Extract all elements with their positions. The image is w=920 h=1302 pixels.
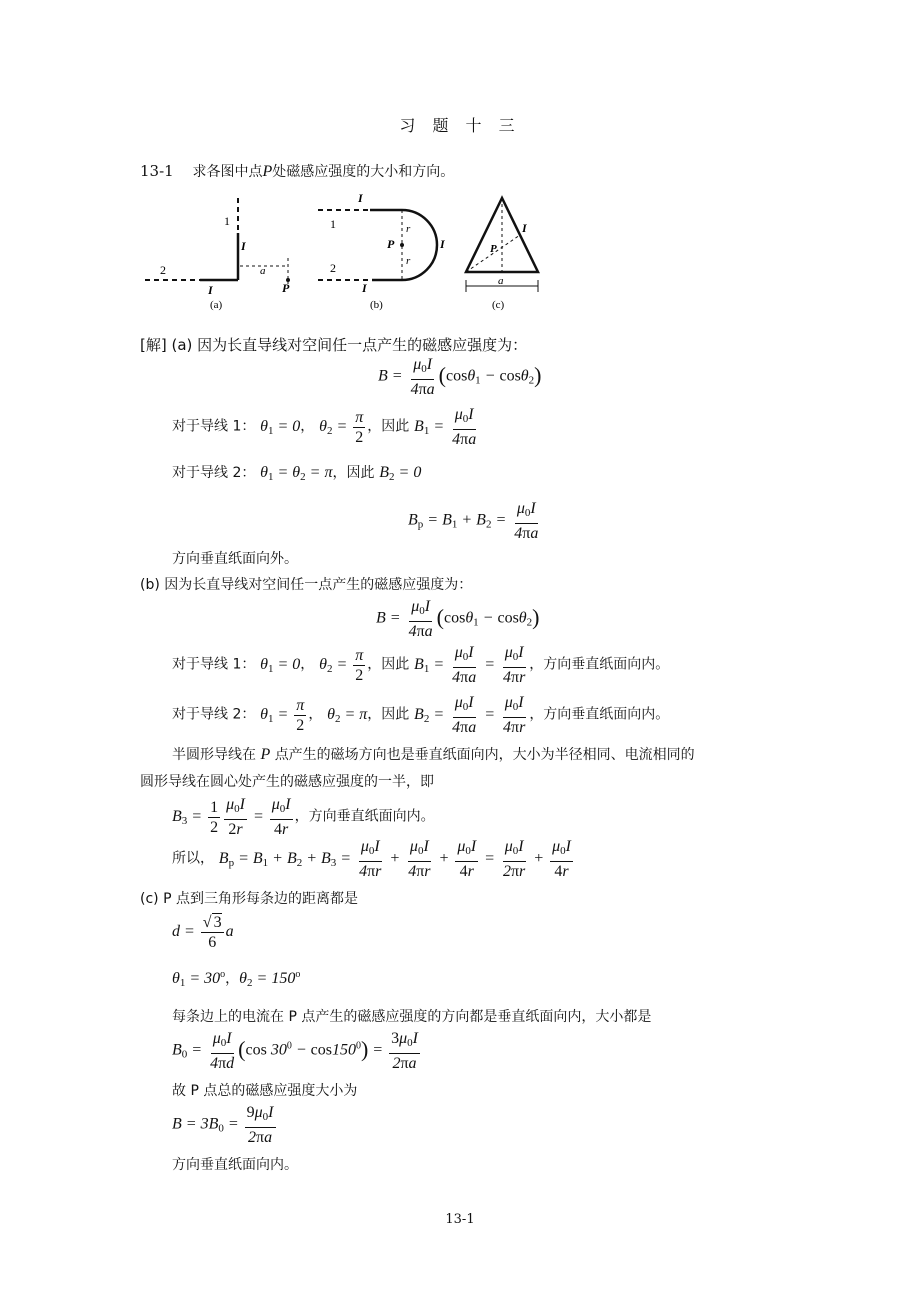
a-intro: [解] (a) 因为长直导线对空间任一点产生的磁感应强度为： — [140, 336, 528, 354]
statement-post: 处磁感应强度的大小和方向。 — [272, 164, 455, 180]
b-wire1-mid: ，因此 — [367, 656, 410, 673]
a-wire2-mid: ，因此 — [332, 465, 375, 481]
c-each-side: 每条边上的电流在 P 点产生的磁感应强度的方向都是垂直纸面向内，大小都是 — [172, 1009, 652, 1025]
a-direction: 方向垂直纸面向外。 — [172, 551, 298, 567]
fig-b-point: P — [387, 237, 395, 251]
a-wire1-mid: ，因此 — [367, 418, 410, 435]
figure-group — [140, 188, 560, 317]
b-total-line: 所以， $B_p = B_1 + B_2 + B_3$ = $\frac{\mu_0I}{4\pi r}$ + $\frac{\mu_0I}{4\pi r}$ + $\frac{\mu_0I}{4r}$ = $\frac{\mu_0I}{2\pi r}$ + $\frac{\mu_0I}{4r}$ — [172, 838, 571, 880]
b-wire2-mid: ，因此 — [367, 706, 410, 723]
a-wire1-line: 对于导线 1： $\theta_1 = 0$， $\theta_2$ = $\frac{\pi}{2}$ ，因此 $B_1$ = $\frac{\mu_0I}{4\pi a}$ — [172, 406, 477, 448]
b-semi-line2: 圆形导线在圆心处产生的磁感应强度的一半，即 — [140, 774, 434, 790]
fig-a-dist: a — [260, 265, 266, 277]
c-direction: 方向垂直纸面向内。 — [172, 1157, 298, 1173]
b-wire2-pre: 对于导线 2： — [172, 706, 256, 723]
formula-c-total: $B = 3B_0$ = $\frac{9\mu_0I}{2\pi a}$ — [172, 1104, 274, 1146]
fig-b-wire2-label: 2 — [330, 261, 336, 275]
a-wire1-pre: 对于导线 1： — [172, 418, 256, 435]
b-total-pre: 所以， — [172, 850, 214, 867]
a-wire2-line: 对于导线 2： $\theta_1 = \theta_2 = \pi$，因此 $B_2 = 0$ — [172, 464, 422, 483]
fig-b-current-bottom: I — [362, 281, 367, 295]
b-wire2-dir: ，方向垂直纸面向内。 — [529, 706, 670, 723]
figure-a — [145, 198, 290, 311]
page-title: 习 题 十 三 — [399, 116, 521, 135]
problem-statement — [140, 161, 454, 181]
fig-c-side: a — [498, 275, 504, 287]
formula-c-angles: $\theta_1 = 30^o$，$\theta_2 = 150^o$ — [172, 969, 301, 989]
formula-a-total: $B_p = B_1 + B_2$ = $\frac{\mu_0I}{4\pi a}$ — [408, 500, 539, 542]
fig-b-radius-bottom: r — [406, 255, 411, 267]
b-b3-dir: ，方向垂直纸面向内。 — [294, 808, 435, 825]
fig-a-current2: I — [208, 283, 213, 297]
problem-number: 13-1 — [140, 162, 174, 180]
figure-b — [318, 191, 446, 311]
fig-a-point: P — [282, 281, 290, 295]
fig-b-current-top: I — [358, 191, 363, 205]
a-wire2-pre: 对于导线 2： — [172, 465, 256, 481]
fig-b-caption: (b) — [370, 299, 383, 311]
b-wire1-line: 对于导线 1： $\theta_1 = 0$， $\theta_2$ = $\frac{\pi}{2}$ ，因此 $B_1$ = $\frac{\mu_0I}{4\pi a}$ = $\frac{\mu_0I}{4\pi r}$ ，方向垂直纸面向内。 — [172, 644, 670, 686]
b-wire2-line: 对于导线 2： $\theta_1$ = $\frac{\pi}{2}$ ， $\theta_2 = \pi$，因此 $B_2$ = $\frac{\mu_0I}{4\pi a}$ = $\frac{\mu_0I}{4\pi r}$ ，方向垂直纸面向内。 — [172, 694, 670, 736]
formula-c-b0: $B_0$ = $\frac{\mu_0I}{4\pi d}$ (cos $30^0 - \cos 150^0$) = $\frac{3\mu_0I}{2\pi a}$ — [172, 1030, 418, 1072]
b-wire1-pre: 对于导线 1： — [172, 656, 256, 673]
c-total-intro: 故 P 点总的磁感应强度大小为 — [172, 1083, 358, 1099]
page-number: 13-1 — [445, 1212, 475, 1227]
fig-a-current1: I — [241, 239, 246, 253]
formula-c-distance: d = $\frac{√ 3}{6}$ a — [172, 914, 234, 951]
fig-b-radius-top: r — [406, 223, 411, 235]
b-b3-line: $B_3$ = $\frac{1}{2}$ $\frac{\mu_0I}{2r}$ = $\frac{\mu_0I}{4r}$ ，方向垂直纸面向内。 — [172, 796, 435, 838]
fig-b-current-arc: I — [440, 237, 445, 251]
b-semi-post: 点产生的磁场方向也是垂直纸面向内，大小为半径相同、电流相同的 — [274, 747, 695, 763]
fig-a-wire1-label: 1 — [224, 214, 230, 228]
fig-c-caption: (c) — [492, 299, 505, 311]
figure-c — [466, 198, 538, 311]
fig-b-wire1-label: 1 — [330, 217, 336, 231]
b-semi-pre: 半圆形导线在 — [172, 747, 256, 763]
fig-a-wire2-label: 2 — [160, 263, 166, 277]
figures-svg — [140, 188, 560, 313]
formula-b-general: B = $\frac{\mu_0I}{4\pi a}$ (cosθ$_1$ − cosθ$_2$) — [376, 598, 540, 640]
b-intro: (b) 因为长直导线对空间任一点产生的磁感应强度为： — [140, 577, 473, 593]
b-semi-line1 — [172, 744, 695, 764]
statement-var: P — [262, 163, 273, 180]
formula-a-general: B = $\frac{\mu_0I}{4\pi a}$ (cosθ$_1$ − cosθ$_2$) — [378, 356, 542, 398]
fig-c-point: P — [490, 243, 497, 255]
statement-pre: 求各图中点 — [192, 164, 263, 180]
c-intro: (c) P 点到三角形每条边的距离都是 — [140, 891, 358, 907]
b-semi-var: P — [260, 746, 271, 763]
fig-a-caption: (a) — [210, 299, 223, 311]
fig-c-current: I — [522, 221, 527, 235]
b-wire1-dir: ，方向垂直纸面向内。 — [529, 656, 670, 673]
